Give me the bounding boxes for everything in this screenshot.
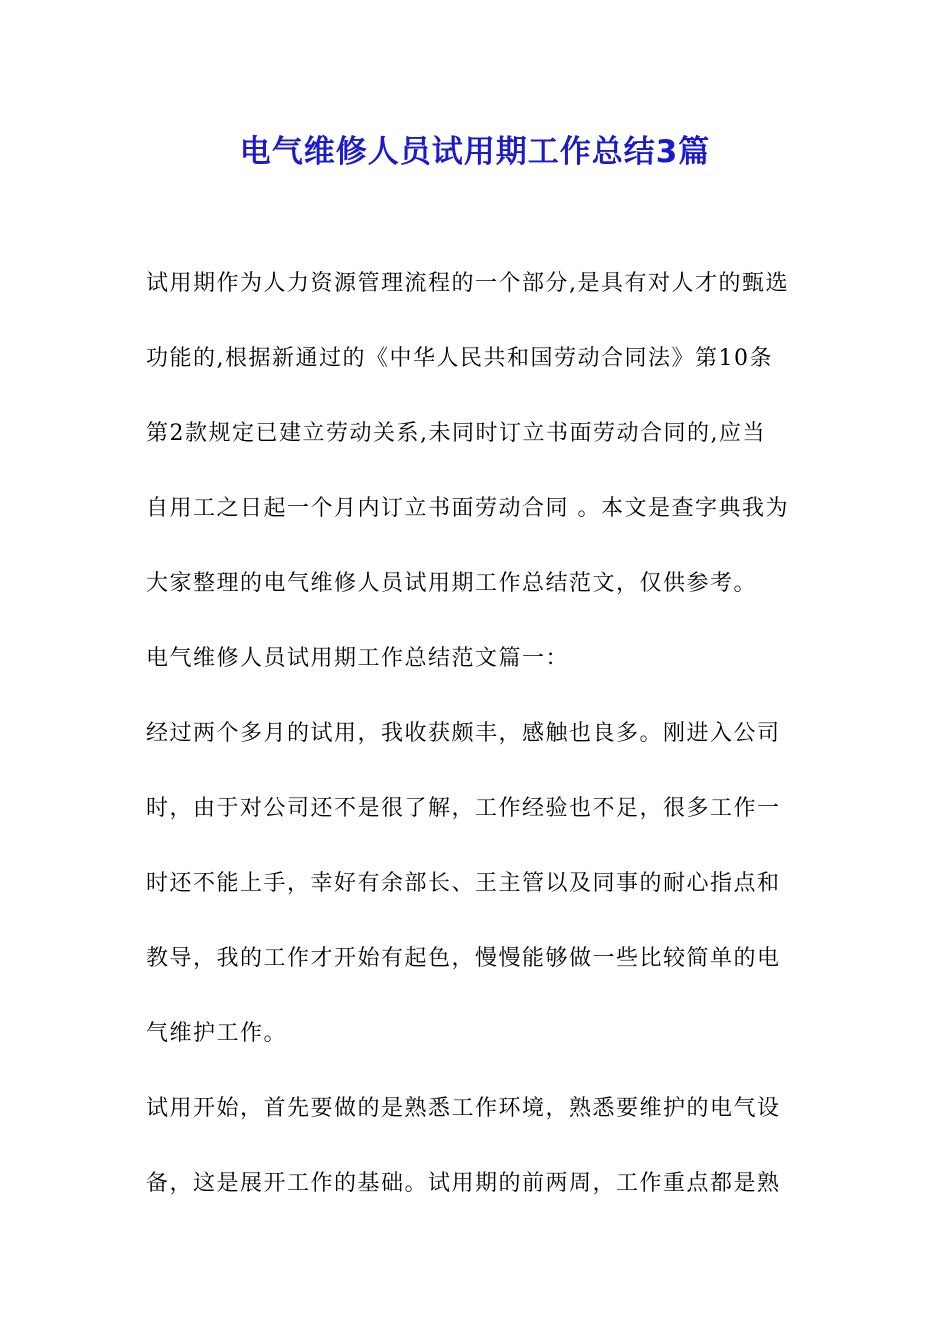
section-heading-1: 电气维修人员试用期工作总结范文篇一： [146,646,570,671]
body-line-13: 备，这是展开工作的基础。试用期的前两周，工作重点都是熟 [146,1171,781,1196]
body-line-3: 第2款规定已建立劳动关系,未同时订立书面劳动合同的,应当 [146,421,766,446]
body-line-10: 教导，我的工作才开始有起色，慢慢能够做一些比较简单的电 [146,946,781,971]
body-line-12: 试用开始，首先要做的是熟悉工作环境，熟悉要维护的电气设 [146,1096,781,1121]
body-line-9: 时还不能上手，幸好有余部长、王主管以及同事的耐心指点和 [146,871,781,896]
body-line-8: 时，由于对公司还不是很了解，工作经验也不足，很多工作一 [146,796,781,821]
body-line-2: 功能的,根据新通过的《中华人民共和国劳动合同法》第10条 [146,346,773,371]
body-line-11: 气维护工作。 [146,1021,288,1046]
document-body [146,259,814,1234]
document-title: 电气维修人员试用期工作总结3篇 [239,134,711,170]
body-line-1: 试用期作为人力资源管理流程的一个部分,是具有对人才的甄选 [146,271,789,296]
body-line-7: 经过两个多月的试用，我收获颇丰，感触也良多。刚进入公司 [146,721,781,746]
body-line-4: 自用工之日起一个月内订立书面劳动合同 。本文是查字典我为 [146,496,789,521]
body-line-5: 大家整理的电气维修人员试用期工作总结范文，仅供参考。 [146,571,758,596]
